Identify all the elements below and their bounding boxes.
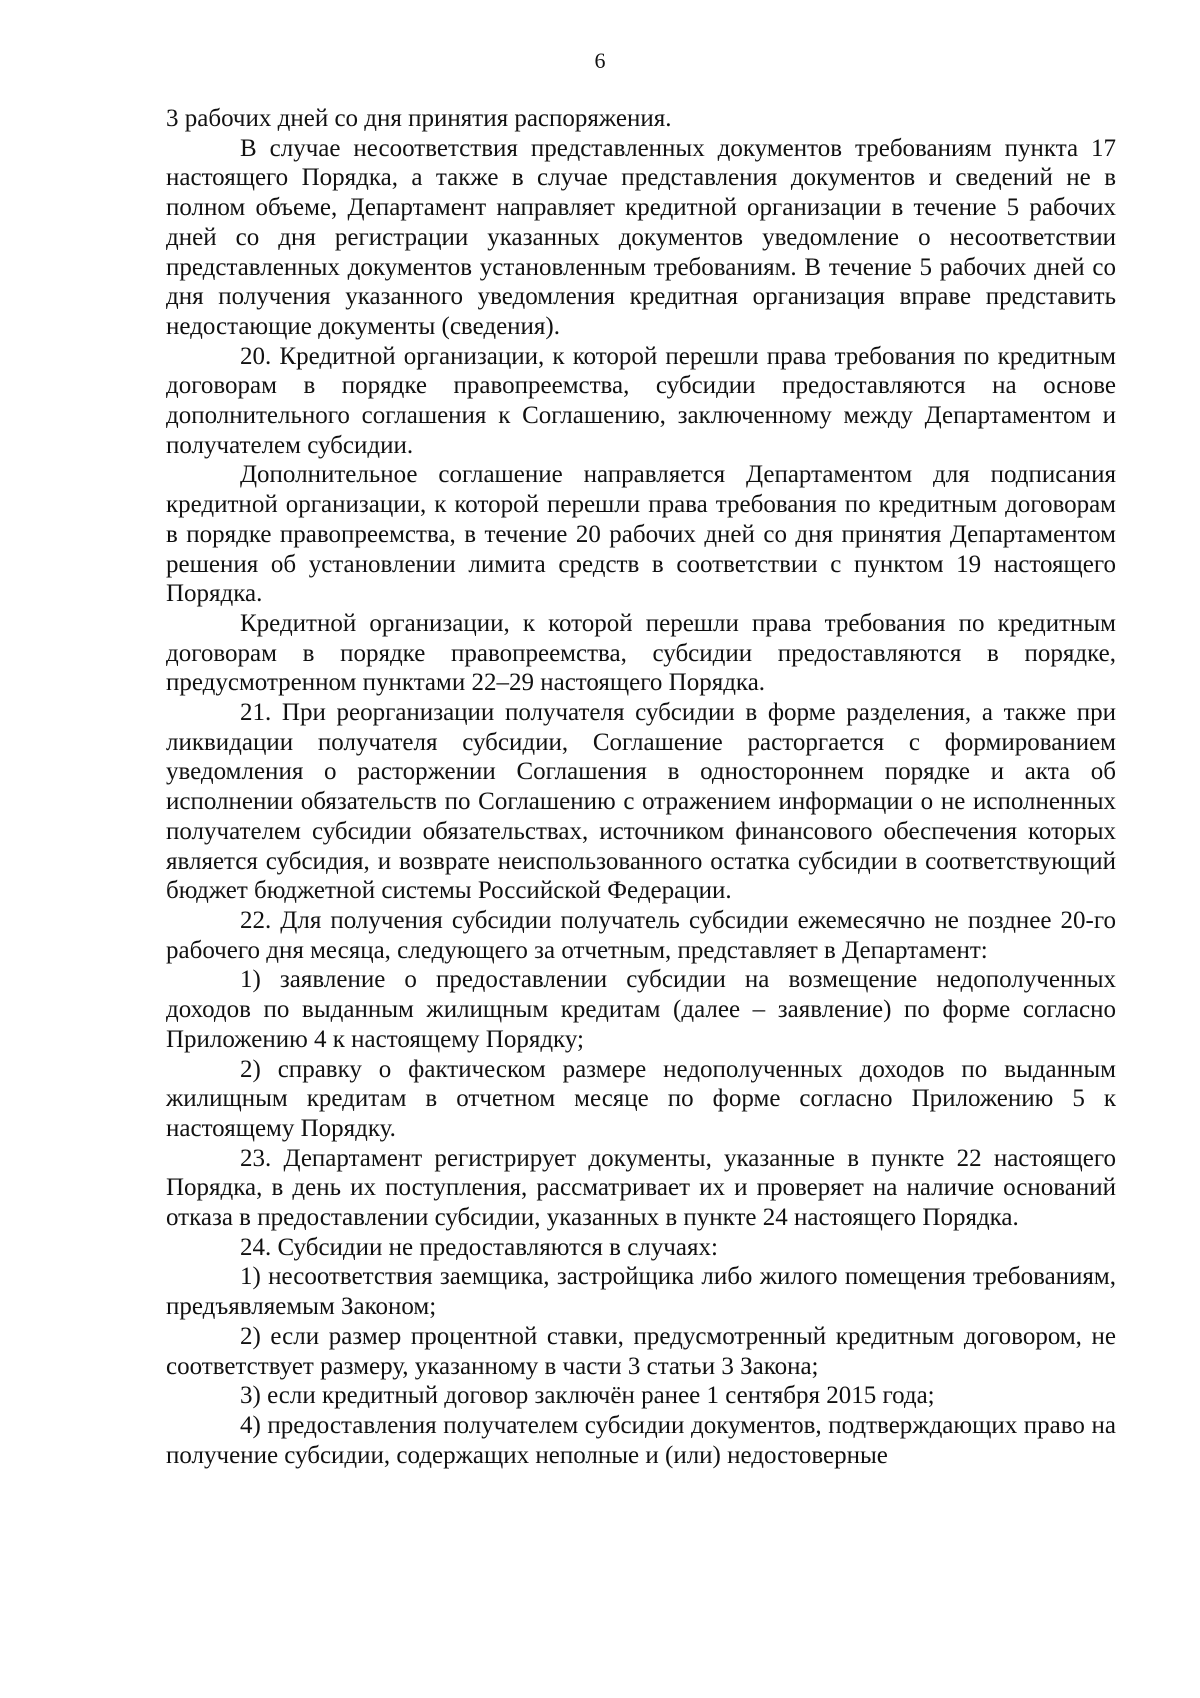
paragraph-additional-agreement: Дополнительное соглашение направляется Департаментом для подписания кредитной организации, к которой перешли права требования по кредитным договорам в порядке правопреемства, в течение 20 рабочих дней со дня принятия Департаментом решения об установлении лимита средств в соответствии с пунктом 19 настоящего Порядка. [166, 461, 1116, 608]
paragraph-item-20: 20. Кредитной организации, к которой перешли права требования по кредитным договорам в порядке правопреемства, субсидии предоставляются на основе дополнительного соглашения к Соглашению, заключенному между Департаментом и получателем субсидии. [166, 342, 1116, 459]
paragraph-item-21: 21. При реорганизации получателя субсидии в форме разделения, а также при ликвидации получателя субсидии, Соглашение расторгается с формированием уведомления о расторжении Соглашения в одностороннем порядке и акта об исполнении обязательств по Соглашению с отражением информации о не исполненных получателем субсидии обязательствах, источником финансового обеспечения которых является субсидия, и возврате неиспользованного остатка субсидии в соответствующий бюджет бюджетной системы Российской Федерации. [166, 699, 1116, 905]
paragraph-item-24-4: 4) предоставления получателем субсидии документов, подтверждающих право на получение субсидии, содержащих неполные и (или) недостоверные [166, 1411, 1116, 1469]
paragraph-successor-subsidy: Кредитной организации, к которой перешли права требования по кредитным договорам в порядке правопреемства, субсидии предоставляются в порядке, предусмотренном пунктами 22–29 настоящего Порядка. [166, 609, 1116, 697]
paragraph-nonconformity-notice: В случае несоответствия представленных документов требованиям пункта 17 настоящего Порядка, а также в случае представления документов и сведений не в полном объеме, Департамент направляет кредитной организации в течение 5 рабочих дней со дня регистрации указанных документов уведомление о несоответствии представленных документов установленным требованиям. В течение 5 рабочих дней со дня получения указанного уведомления кредитная организация вправе представить недостающие документы (сведения). [166, 134, 1116, 340]
paragraph-item-22: 22. Для получения субсидии получатель субсидии ежемесячно не позднее 20-го рабочего дня месяца, следующего за отчетным, представляет в Департамент: [166, 906, 1116, 964]
paragraph-item-24-2: 2) если размер процентной ставки, предусмотренный кредитным договором, не соответствует размеру, указанному в части 3 статьи 3 Закона; [166, 1322, 1116, 1380]
page-number: 6 [594, 48, 606, 73]
paragraph-continuation: 3 рабочих дней со дня принятия распоряжения. [166, 105, 672, 132]
paragraph-item-22-1: 1) заявление о предоставлении субсидии на возмещение недополученных доходов по выданным жилищным кредитам (далее – заявление) по форме согласно Приложению 4 к настоящему Порядку; [166, 966, 1116, 1053]
paragraph-item-24-3: 3) если кредитный договор заключён ранее 1 сентября 2015 года; [240, 1382, 935, 1410]
document-body [166, 104, 1116, 1470]
paragraph-item-22-2: 2) справку о фактическом размере недополученных доходов по выданным жилищным кредитам в отчетном месяце по форме согласно Приложению 5 к настоящему Порядку. [166, 1055, 1116, 1142]
paragraph-item-23: 23. Департамент регистрирует документы, указанные в пункте 22 настоящего Порядка, в день их поступления, рассматривает их и проверяет на наличие оснований отказа в предоставлении субсидии, указанных в пункте 24 настоящего Порядка. [166, 1144, 1116, 1232]
paragraph-item-24: 24. Субсидии не предоставляются в случаях: [240, 1233, 718, 1261]
paragraph-item-24-1: 1) несоответствия заемщика, застройщика либо жилого помещения требованиям, предъявляемым Законом; [166, 1263, 1116, 1321]
